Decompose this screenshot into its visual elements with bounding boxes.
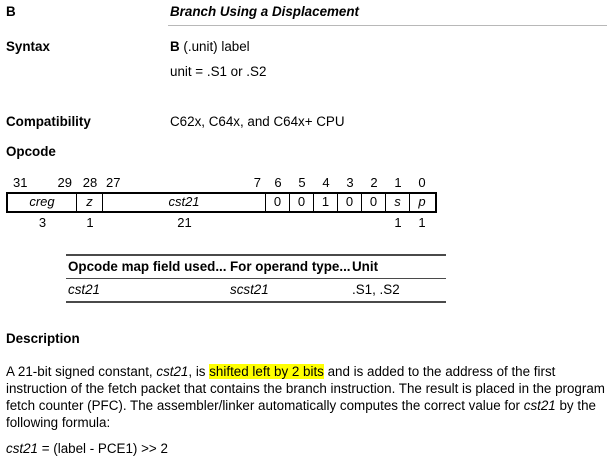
col-header-opcode-map-field: Opcode map field used... bbox=[68, 259, 227, 274]
description-cst21-italic: cst21 bbox=[523, 398, 556, 413]
width-cst21: 21 bbox=[177, 215, 192, 230]
cell-operand-type: scst21 bbox=[230, 282, 269, 297]
bit-5: 5 bbox=[298, 175, 306, 190]
opcode-map-table bbox=[66, 254, 446, 303]
cell-opcode-map-field: cst21 bbox=[68, 282, 101, 297]
width-s: 1 bbox=[394, 215, 402, 230]
compatibility-value: C62x, C64x, and C64x+ CPU bbox=[170, 114, 345, 129]
width-z: 1 bbox=[86, 215, 94, 230]
table-rule-bottom bbox=[66, 301, 446, 303]
page-header bbox=[6, 4, 607, 19]
col-header-unit: Unit bbox=[352, 259, 379, 274]
bit-field-row bbox=[6, 192, 437, 213]
field-bit6: 0 bbox=[266, 194, 290, 211]
field-bit3: 0 bbox=[338, 194, 362, 211]
width-p: 1 bbox=[418, 215, 426, 230]
width-spacer bbox=[314, 215, 338, 231]
syntax-mnemonic: B bbox=[170, 39, 180, 54]
field-z: z bbox=[77, 194, 103, 211]
field-bit4: 1 bbox=[314, 194, 338, 211]
bit-0: 0 bbox=[418, 175, 426, 190]
description-text: and is added to the address of the first instruction of the fetch packet that contains the branch instruction. The result is placed in the program fetch counter (PFC). The assembler/linker automatically computes the correct value for bbox=[6, 364, 605, 413]
bit-positions-cst21 bbox=[103, 175, 266, 191]
bit-3: 3 bbox=[346, 175, 354, 190]
syntax-label: Syntax bbox=[6, 39, 50, 54]
compatibility-label: Compatibility bbox=[6, 114, 91, 129]
table-header-row bbox=[66, 256, 446, 278]
description-heading: Description bbox=[6, 331, 80, 346]
bit-2: 2 bbox=[370, 175, 378, 190]
field-creg: creg bbox=[8, 194, 77, 211]
width-spacer bbox=[362, 215, 386, 231]
bit-7: 7 bbox=[253, 175, 261, 190]
field-width-row bbox=[6, 215, 437, 231]
field-s: s bbox=[386, 194, 410, 211]
width-creg: 3 bbox=[38, 215, 47, 230]
bit-4: 4 bbox=[322, 175, 330, 190]
field-cst21: cst21 bbox=[103, 194, 266, 211]
field-bit5: 0 bbox=[290, 194, 314, 211]
description-paragraph bbox=[6, 363, 612, 431]
highlighted-phrase: shifted left by 2 bits bbox=[209, 364, 324, 379]
description-cst21-italic: cst21 bbox=[156, 364, 189, 379]
syntax-value bbox=[170, 39, 607, 54]
title-rule bbox=[168, 25, 607, 26]
bit-1: 1 bbox=[394, 175, 402, 190]
opcode-heading: Opcode bbox=[6, 144, 56, 159]
description-text: A 21-bit signed constant, bbox=[6, 364, 157, 379]
formula-line bbox=[6, 441, 607, 456]
syntax-operands: (.unit) label bbox=[179, 39, 250, 54]
compatibility-section bbox=[6, 114, 607, 129]
bit-31: 31 bbox=[13, 175, 28, 190]
width-spacer bbox=[290, 215, 314, 231]
formula-cst21-italic: cst21 bbox=[6, 441, 39, 456]
field-bit2: 0 bbox=[362, 194, 386, 211]
bit-positions-creg bbox=[8, 175, 77, 191]
width-spacer bbox=[266, 215, 290, 231]
cell-unit: .S1, .S2 bbox=[352, 282, 400, 297]
description-text: by the following formula: bbox=[6, 398, 596, 430]
page-title: Branch Using a Displacement bbox=[170, 4, 360, 19]
field-p: p bbox=[418, 194, 426, 209]
bit-27: 27 bbox=[106, 175, 121, 190]
syntax-section bbox=[6, 39, 607, 79]
bit-28: 28 bbox=[82, 175, 98, 190]
syntax-unit-line: unit = .S1 or .S2 bbox=[170, 64, 267, 79]
bit-6: 6 bbox=[274, 175, 282, 190]
instruction-mnemonic: B bbox=[6, 4, 16, 19]
opcode-bit-diagram bbox=[6, 175, 437, 231]
col-header-operand-type: For operand type... bbox=[230, 259, 351, 274]
table-row bbox=[66, 279, 446, 301]
formula-expression: = (label - PCE1) >> 2 bbox=[38, 441, 168, 456]
width-spacer bbox=[338, 215, 362, 231]
bit-position-row bbox=[6, 175, 437, 191]
description-text: , is bbox=[188, 364, 210, 379]
bit-29: 29 bbox=[57, 175, 72, 190]
